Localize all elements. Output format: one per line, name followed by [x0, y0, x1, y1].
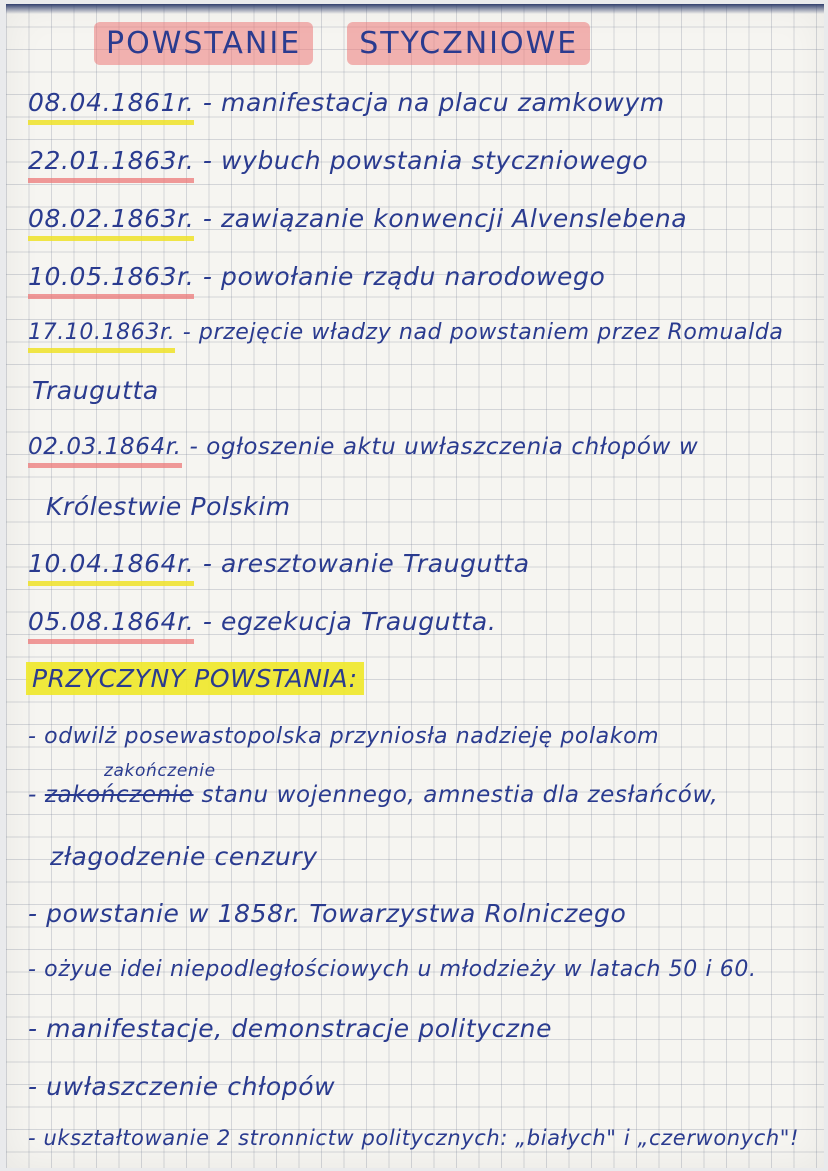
cause-2: - zakończenie stanu wojennego, amnestia dla zesłańców, — [28, 782, 719, 808]
event-2 — [28, 146, 648, 183]
event-text: - wybuch powstania styczniowego — [202, 146, 649, 175]
title-word-1: POWSTANIE — [94, 22, 313, 65]
cause-text: stanu wojennego, amnestia dla zesłańców, — [201, 782, 719, 808]
event-date: 05.08.1864r. — [28, 607, 194, 644]
causes-heading: PRZYCZYNY POWSTANIA: — [26, 664, 364, 693]
event-text: - manifestacja na placu zamkowym — [202, 88, 665, 117]
event-8 — [28, 607, 496, 644]
cause-7: - ukształtowanie 2 stronnictw politycznych: „białych" i „czerwonych"! — [28, 1126, 800, 1150]
event-date: 08.02.1863r. — [28, 204, 194, 241]
struck-word: zakończenie — [44, 782, 194, 808]
event-date: 02.03.1864r. — [28, 434, 182, 468]
event-text: - powołanie rządu narodowego — [202, 262, 606, 291]
event-4 — [28, 262, 605, 299]
event-5 — [28, 320, 783, 353]
event-text: - ogłoszenie aktu uwłaszczenia chłopów w — [189, 434, 699, 460]
event-1 — [28, 88, 665, 125]
event-text: - zawiązanie konwencji Alvenslebena — [202, 204, 688, 233]
cause-3: - powstanie w 1858r. Towarzystwa Rolniczego — [28, 899, 627, 928]
notebook-page — [6, 4, 824, 1168]
title-word-2: STYCZNIOWE — [347, 22, 590, 65]
event-text: - aresztowanie Traugutta — [202, 549, 530, 578]
top-edge-shadow — [6, 4, 824, 14]
cause-4: - ożyue idei niepodległościowych u młodzieży w latach 50 i 60. — [28, 957, 757, 982]
cause-1: - odwilż posewastopolska przyniosła nadzieję polakom — [28, 724, 660, 749]
cause-2-correction-note: zakończenie — [104, 761, 216, 781]
event-date: 10.05.1863r. — [28, 262, 194, 299]
event-date: 08.04.1861r. — [28, 88, 194, 125]
event-text: - egzekucja Traugutta. — [202, 607, 497, 636]
event-6-continuation: Królestwie Polskim — [46, 492, 291, 521]
event-7 — [28, 549, 530, 586]
cause-2-continuation: złagodzenie cenzury — [50, 842, 318, 871]
page-title — [94, 22, 590, 66]
event-5-continuation: Traugutta — [32, 376, 159, 405]
event-3 — [28, 204, 687, 241]
cause-6: - uwłaszczenie chłopów — [28, 1072, 336, 1101]
event-date: 10.04.1864r. — [28, 549, 194, 586]
event-text: - przejęcie władzy nad powstaniem przez Romualda — [182, 320, 784, 345]
cause-5: - manifestacje, demonstracje polityczne — [28, 1014, 553, 1043]
event-date: 22.01.1863r. — [28, 146, 194, 183]
event-date: 17.10.1863r. — [28, 320, 175, 353]
event-6 — [28, 434, 698, 468]
